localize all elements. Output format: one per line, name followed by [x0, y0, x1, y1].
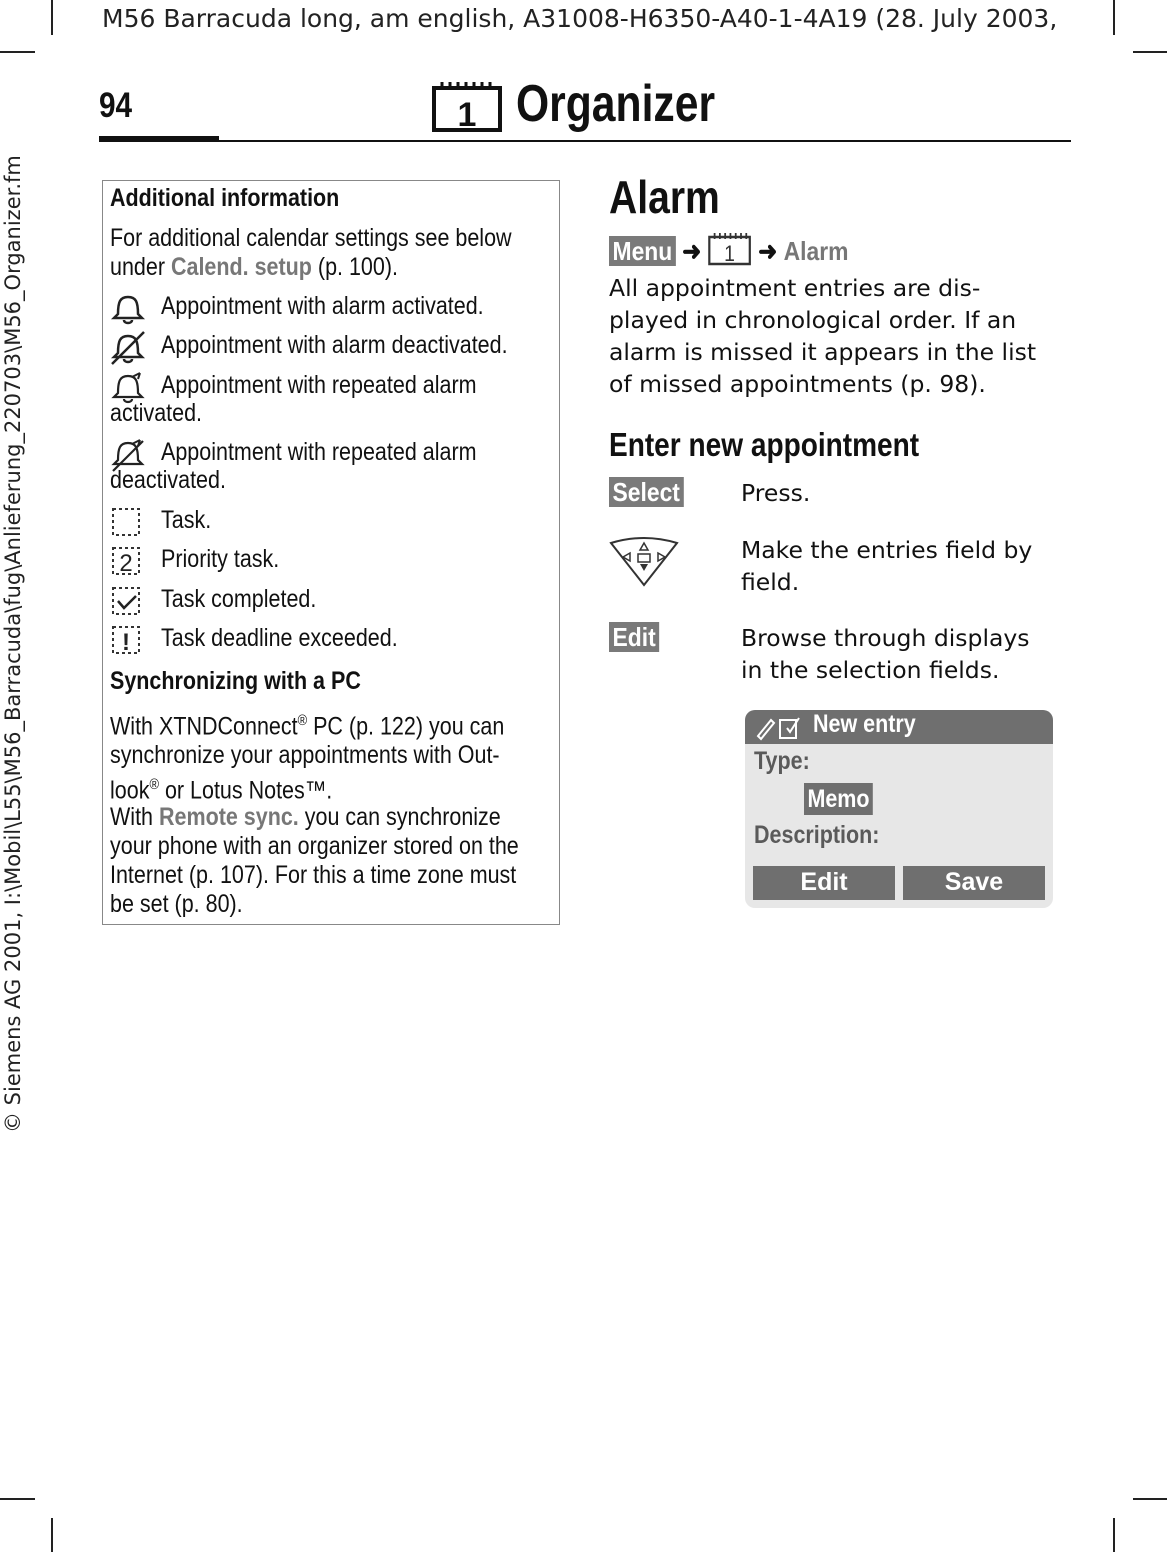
priority-task-icon [110, 545, 144, 577]
remote-sync-paragraph: With Remote sync. you can synchronize your phone with an organizer stored on the Internet (p. 107). For this a time zone must be set (p. 80). [110, 803, 519, 918]
navigation-key-icon [609, 535, 679, 592]
header-rule [99, 140, 1071, 142]
svg-text:2: 2 [119, 550, 133, 577]
type-label: Type: [754, 747, 810, 775]
crop-mark [1113, 0, 1115, 35]
arrow-icon: ➜ [682, 236, 702, 266]
crop-mark [51, 0, 53, 35]
section-title-alarm: Alarm [609, 171, 720, 223]
phone-screen [745, 710, 1053, 908]
info-intro: For additional calendar settings see below under Calend. setup (p. 100). [110, 224, 512, 281]
running-header: M56 Barracuda long, am english, A31008-H6350-A40-1-4A19 (28. July 2003, [102, 4, 1058, 33]
select-softkey: Select [609, 477, 683, 508]
screen-title: New entry [813, 710, 916, 738]
task-icon [110, 506, 144, 538]
alarm-menu-item: Alarm [783, 236, 849, 266]
step-browse: Browse through displays in the selection fields. [741, 624, 1030, 684]
crop-mark [1113, 1518, 1115, 1552]
save-button[interactable]: Save [903, 866, 1045, 900]
alarm-description: All appointment entries are dis- played in chronological order. If an alarm is missed it appears in the list of missed appointments (p. 98). [609, 274, 1037, 398]
task-completed-icon [110, 585, 144, 617]
remote-sync-link: Remote sync. [158, 803, 299, 831]
alarm-bell-icon [110, 292, 146, 326]
crop-mark [51, 1518, 53, 1552]
crop-mark [0, 51, 35, 53]
calend-setup-link: Calend. setup [170, 253, 312, 281]
crop-mark [1133, 51, 1167, 53]
arrow-icon: ➜ [758, 236, 778, 266]
crop-mark [1133, 1498, 1167, 1500]
edit-softkey: Edit [609, 622, 659, 653]
alarm-off-icon [110, 331, 146, 365]
task-overdue-icon [110, 624, 144, 656]
sync-paragraph: With XTNDConnect® PC (p. 122) you can synchronize your appointments with Out- look® or Lotus Notes™. [110, 712, 505, 805]
crop-mark [0, 1498, 35, 1500]
svg-text:1: 1 [457, 96, 477, 132]
legend-row-continued: activated. [110, 399, 203, 427]
calendar-icon [432, 80, 502, 132]
new-entry-icon [755, 712, 803, 742]
legend-row-continued: deactivated. [110, 466, 226, 494]
screen-title-bar [745, 710, 1053, 744]
section-title-new-appointment: Enter new appointment [609, 426, 920, 463]
menu-path [609, 232, 848, 273]
page-number: 94 [99, 86, 133, 125]
calendar-icon [708, 232, 752, 273]
info-title: Additional information [110, 184, 340, 212]
menu-softkey: Menu [609, 236, 676, 266]
svg-text:1: 1 [724, 241, 736, 266]
sync-title: Synchronizing with a PC [110, 667, 361, 695]
edit-button[interactable]: Edit [753, 866, 895, 900]
step-navigate: Make the entries field by field. [741, 536, 1033, 596]
description-label: Description: [754, 821, 880, 849]
type-value[interactable]: Memo [804, 783, 873, 815]
svg-text:!: ! [122, 629, 130, 656]
chapter-title: Organizer [516, 75, 716, 133]
side-file-note: © Siemens AG 2001, I:\Mobil\L55\M56_Barracuda\fug\Anlieferung_220703\M56_Organizer.fm [1, 155, 25, 1133]
step-press: Press. [741, 479, 811, 507]
